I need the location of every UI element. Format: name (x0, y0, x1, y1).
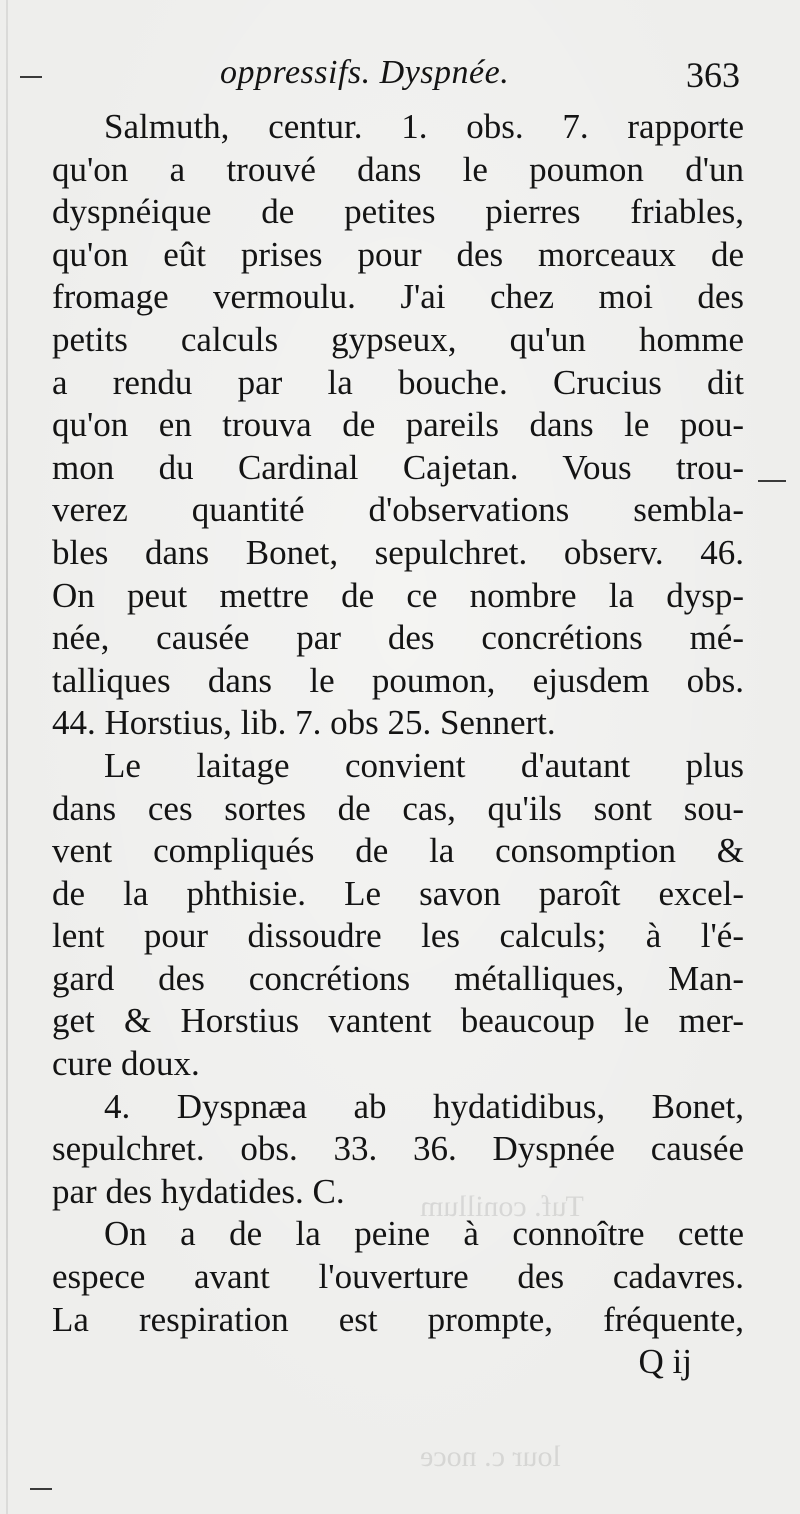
text-line: On peut mettre de ce nombre la dysp- (52, 575, 744, 615)
text-line: sepulchret. obs. 33. 36. Dyspnée causée (52, 1129, 744, 1169)
text-line: espece avant l'ouverture des cadavres. (52, 1257, 744, 1297)
text-line: On a de la peine à connoître cette (104, 1214, 744, 1254)
show-through-text: Tuf. conillum (420, 1190, 584, 1223)
text-line: de la phthisie. Le savon paroît excel- (52, 873, 744, 913)
text-line: née, causée par des concrétions mé- (52, 618, 744, 658)
text-line: fromage vermoulu. J'ai chez moi des (52, 277, 744, 317)
signature-mark: Q ij (638, 1342, 692, 1382)
text-line: verez quantité d'observations sembla- (52, 490, 744, 530)
text-line: dyspnéique de petites pierres friables, (52, 192, 744, 232)
body-text (52, 106, 744, 1384)
margin-mark (20, 76, 42, 78)
text-line: Le laitage convient d'autant plus (104, 745, 744, 785)
text-line: bles dans Bonet, sepulchret. observ. 46. (52, 532, 744, 572)
text-line: cure doux. (52, 1044, 200, 1084)
text-line: get & Horstius vantent beaucoup le mer- (52, 1001, 744, 1041)
text-line: qu'on en trouva de pareils dans le pou- (52, 405, 744, 445)
page-number: 363 (686, 55, 740, 95)
text-line: talliques dans le poumon, ejusdem obs. (52, 660, 744, 700)
text-line: dans ces sortes de cas, qu'ils sont sou- (52, 788, 744, 828)
margin-mark (758, 480, 786, 482)
text-line: qu'on eût prises pour des morceaux de (52, 234, 744, 274)
text-line: par des hydatides. C. (52, 1171, 345, 1211)
running-head: oppressifs. Dyspnée. (220, 54, 510, 91)
text-line: 4. Dyspnæa ab hydatidibus, Bonet, (104, 1086, 744, 1126)
text-line: qu'on a trouvé dans le poumon d'un (52, 149, 744, 189)
page-gutter (6, 0, 8, 1514)
text-line: mon du Cardinal Cajetan. Vous trou- (52, 447, 744, 487)
text-line: a rendu par la bouche. Crucius dit (52, 362, 744, 402)
text-line: La respiration est prompte, fréquente, (52, 1299, 744, 1339)
text-line: vent compliqués de la consomption & (52, 831, 744, 871)
show-through-text: lour c. noce (420, 1440, 561, 1473)
text-line: 44. Horstius, lib. 7. obs 25. Sennert. (52, 703, 556, 743)
margin-mark (30, 1488, 52, 1490)
page-header (60, 54, 740, 104)
text-line: gard des concrétions métalliques, Man- (52, 958, 744, 998)
text-line: lent pour dissoudre les calculs; à l'é- (52, 916, 744, 956)
text-line: petits calculs gypseux, qu'un homme (52, 319, 744, 359)
text-line: Salmuth, centur. 1. obs. 7. rapporte (104, 107, 744, 146)
